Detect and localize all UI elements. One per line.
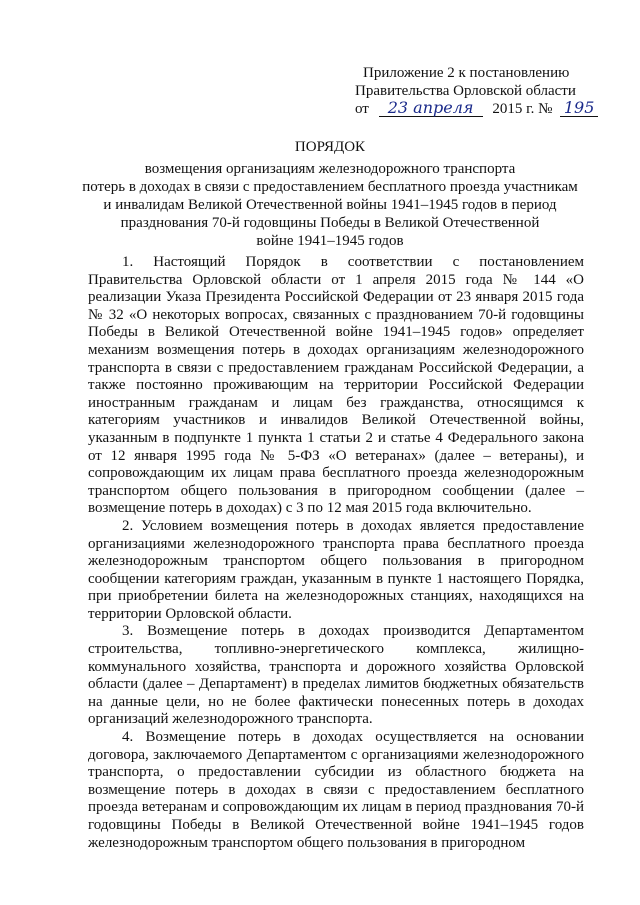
title-line: потерь в доходах в связи с предоставлением бесплатного проезда участникам [82, 179, 578, 195]
paragraph-3: 3. Возмещение потерь в доходах производится Департаментом строительства, топливно-энергетического комплекса, жилищно-коммунального хозяйства, транспорта и дорожного хозяйства Орловской области (далее – Департамент) в пределах лимитов бюджетных обязательств на данные цели, но не более фактически понесенных потерь в доходах организаций железнодорожного транспорта. [88, 623, 584, 728]
title-line: возмещения организациям железнодорожного транспорта [144, 161, 516, 177]
paragraph-4: 4. Возмещение потерь в доходах осуществляется на основании договора, заключаемого Департаментом с организациями железнодорожного транспорта, о предоставлении субсидии из областного бюджета на возмещение потерь в доходах в связи с предоставлением бесплатного проезда ветеранам и сопровождающим их лицам в период празднования 70-й годовщины Победы в Великой Отечественной войне 1941–1945 годов железнодорожным транспортом общего пользования в пригородном [88, 729, 584, 851]
paragraph-2: 2. Условием возмещения потерь в доходах является предоставление организациями железнодорожного транспорта права бесплатного проезда железнодорожным транспортом общего пользования в пригородном сообщении категориям граждан, указанным в пункте 1 настоящего Порядка, при приобретении билета на железнодорожных станциях, находящихся на территории Орловской области. [88, 517, 584, 622]
appendix-date-line [355, 100, 600, 118]
date-prefix: от [355, 101, 369, 117]
appendix-line-1: Приложение 2 к постановлению [363, 65, 570, 81]
appendix-line-2: Правительства Орловской области [355, 83, 576, 99]
document-body [88, 254, 584, 852]
handwritten-number: 195 [560, 100, 598, 117]
paragraph-1: 1. Настоящий Порядок в соответствии с постановлением Правительства Орловской области от 1 апреля 2015 года № 144 «О реализации Указа Президента Российской Федерации от 23 января 2015 года № 32 «О некоторых вопросах, связанных с празднованием 70-й годовщины Победы в Великой Отечественной войне 1941–1945 годов» определяет механизм возмещения потерь в доходах организациям железнодорожного транспорта в связи с предоставлением гражданам Российской Федерации, а также постоянно проживающим на территории Российской Федерации иностранным гражданам и лицам без гражданства, относящимся к категориям участников и инвалидов Великой Отечественной войны, указанным в подпункте 1 пункта 1 статьи 2 и статье 4 Федерального закона от 12 января 1995 года № 5-ФЗ «О ветеранах» (далее – ветераны), и сопровождающим их лицам права бесплатного проезда железнодорожным транспортом общего пользования в пригородном сообщении (далее – возмещение потерь в доходах) с 3 по 12 мая 2015 года включительно. [88, 254, 584, 517]
title-line: празднования 70-й годовщины Победы в Великой Отечественной [120, 215, 540, 231]
handwritten-date: 23 апреля [379, 100, 483, 117]
title-line: и инвалидам Великой Отечественной войны 1941–1945 годов в период [103, 197, 557, 213]
title-line: войне 1941–1945 годов [256, 233, 404, 249]
year-label: 2015 г. № [492, 101, 553, 117]
document-title [80, 138, 580, 250]
title-heading: ПОРЯДОК [294, 139, 366, 155]
appendix-header [355, 64, 600, 118]
